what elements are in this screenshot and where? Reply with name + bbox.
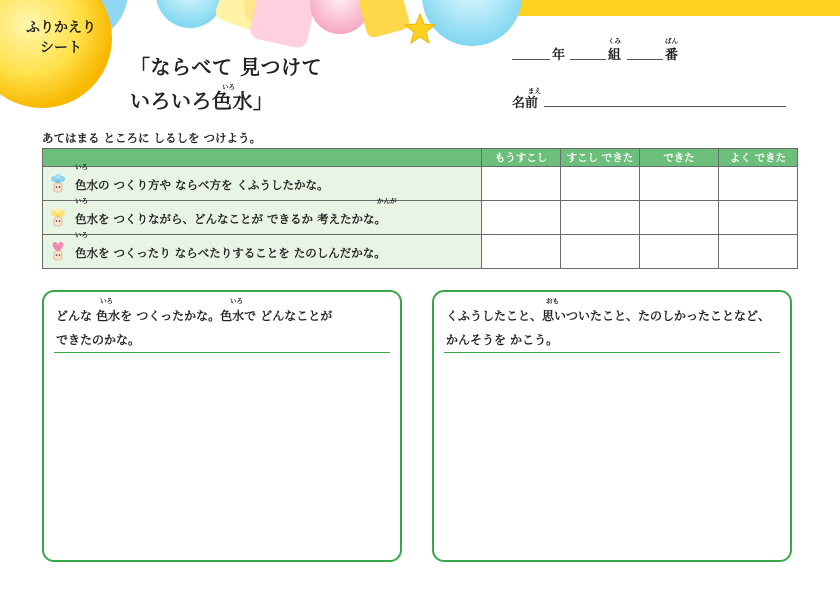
box-prompt [56, 304, 332, 352]
year-blank[interactable] [512, 59, 550, 60]
check-cell[interactable] [719, 235, 798, 269]
class-blank[interactable] [570, 59, 606, 60]
title-ruby: いろ [222, 83, 235, 91]
question-cell [43, 163, 482, 201]
column-header: できた [640, 149, 719, 167]
heart-flower-icon [49, 242, 67, 262]
table-header-blank [43, 149, 482, 167]
badge-line2: シート [40, 40, 82, 56]
check-cell[interactable] [482, 201, 561, 235]
box-ruby: いろ [100, 297, 113, 305]
question-text: 色水を つくったり ならべたりすることを たのしんだかな。 [75, 246, 386, 260]
yellow-flower-icon [49, 208, 67, 228]
box-ruby: おも [546, 297, 559, 305]
row-ruby: かんが [377, 197, 397, 205]
check-cell[interactable] [561, 167, 640, 201]
check-cell[interactable] [719, 201, 798, 235]
blue-flower-icon [49, 174, 67, 194]
check-cell[interactable] [719, 167, 798, 201]
question-cell [43, 231, 482, 269]
box-prompt-line2: できたのかな。 [56, 333, 141, 347]
evaluation-table [42, 148, 798, 269]
instruction-text: あてはまる ところに しるしを つけよう。 [42, 131, 262, 145]
class-ruby: くみ [608, 37, 621, 45]
name-blank[interactable] [544, 106, 786, 107]
row-ruby: いろ [75, 197, 88, 205]
box-prompt-line1: くふうしたこと、思いついたこと、たのしかったことなど、 [446, 309, 771, 323]
column-header: すこし できた [561, 149, 640, 167]
question-text: 色水の つくり方や ならべ方を くふうしたかな。 [75, 178, 329, 192]
check-cell[interactable] [482, 235, 561, 269]
box-divider [444, 352, 780, 353]
reflection-box-right[interactable] [432, 290, 792, 562]
question-text: 色水を つくりながら、どんなことが できるか 考えたかな。 [75, 212, 387, 226]
box-prompt-line1: どんな 色水を つくったかな。色水で どんなことが [56, 309, 333, 323]
name-ruby: まえ [528, 87, 541, 95]
number-label: 番 [665, 48, 679, 63]
year-label: 年 [552, 48, 566, 63]
check-cell[interactable] [561, 201, 640, 235]
title-line1: 「ならべて 見つけて [130, 55, 322, 79]
check-cell[interactable] [482, 167, 561, 201]
question-cell [43, 197, 482, 235]
sheet-badge [16, 18, 106, 58]
box-prompt [446, 304, 770, 352]
box-prompt-line2: かんそうを かこう。 [446, 333, 559, 347]
table-row [43, 235, 798, 269]
number-ruby: ばん [665, 37, 678, 45]
column-header: もうすこし [482, 149, 561, 167]
box-divider [54, 352, 390, 353]
reflection-box-left[interactable] [42, 290, 402, 562]
column-header: よく できた [719, 149, 798, 167]
badge-line1: ふりかえり [26, 20, 96, 36]
table-header-row [43, 149, 798, 167]
name-label: 名前 [512, 96, 539, 111]
check-cell[interactable] [640, 201, 719, 235]
table-row [43, 167, 798, 201]
number-blank[interactable] [627, 59, 663, 60]
row-ruby: いろ [75, 231, 88, 239]
title-line2: いろいろ色水」 [130, 89, 274, 113]
row-ruby: いろ [75, 163, 88, 171]
check-cell[interactable] [640, 167, 719, 201]
check-cell[interactable] [640, 235, 719, 269]
box-ruby: いろ [230, 297, 243, 305]
table-row [43, 201, 798, 235]
class-label: 組 [608, 48, 622, 63]
check-cell[interactable] [561, 235, 640, 269]
